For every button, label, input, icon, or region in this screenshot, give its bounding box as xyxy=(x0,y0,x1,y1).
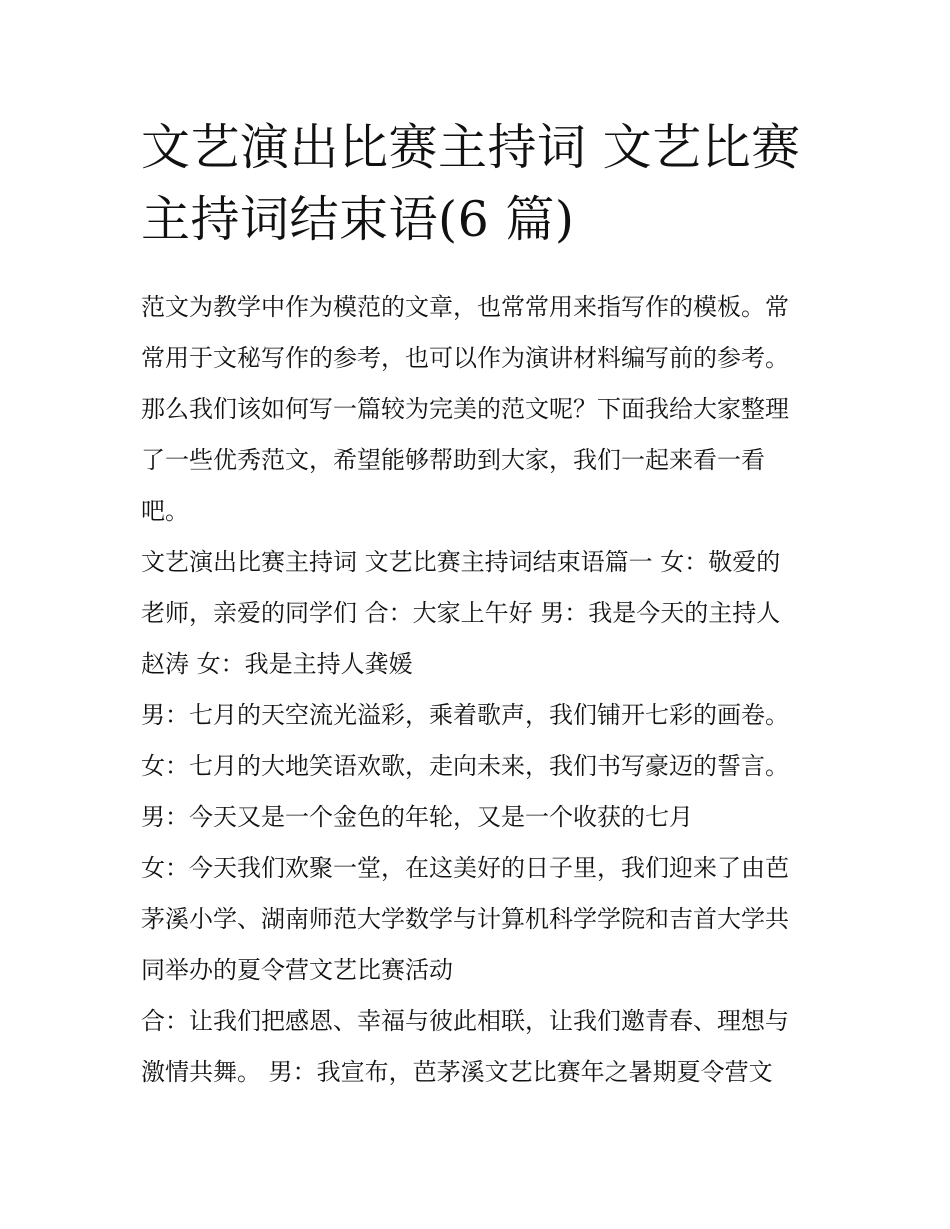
body-line: 合：让我们把感恩、幸福与彼此相联，让我们邀青春、理想与 xyxy=(141,1007,789,1035)
body-line: 男：七月的天空流光溢彩，乘着歌声，我们铺开七彩的画卷。 xyxy=(141,701,789,729)
body-line: 了一些优秀范文，希望能够帮助到大家，我们一起来看一看 xyxy=(141,446,765,474)
document-content xyxy=(141,112,831,1098)
body-line: 同举办的夏令营文艺比赛活动 xyxy=(141,956,453,984)
body-line: 女：今天我们欢聚一堂，在这美好的日子里，我们迎来了由芭 xyxy=(141,854,789,882)
title-line: 主持词结束语(6 篇) xyxy=(141,191,575,248)
body-line: 老师，亲爱的同学们 合：大家上午好 男：我是今天的主持人 xyxy=(141,599,781,627)
body-line: 范文为教学中作为模范的文章，也常常用来指写作的模板。常 xyxy=(141,293,789,321)
document-title xyxy=(141,112,831,282)
body-line: 文艺演出比赛主持词 文艺比赛主持词结束语篇一 女：敬爱的 xyxy=(141,548,781,576)
body-line: 那么我们该如何写一篇较为完美的范文呢？下面我给大家整理 xyxy=(141,395,789,423)
body-line: 常用于文秘写作的参考，也可以作为演讲材料编写前的参考。 xyxy=(141,344,789,372)
title-line: 文艺演出比赛主持词 文艺比赛 xyxy=(141,119,801,176)
body-line: 激情共舞。 男：我宣布，芭茅溪文艺比赛年之暑期夏令营文 xyxy=(141,1058,773,1086)
document-body xyxy=(141,282,831,1098)
body-line: 赵涛 女：我是主持人龚媛 xyxy=(141,650,413,678)
body-line: 茅溪小学、湖南师范大学数学与计算机科学学院和吉首大学共 xyxy=(141,905,789,933)
body-line: 男：今天又是一个金色的年轮，又是一个收获的七月 xyxy=(141,803,693,831)
body-line: 吧。 xyxy=(141,497,189,525)
body-line: 女：七月的大地笑语欢歌，走向未来，我们书写豪迈的誓言。 xyxy=(141,752,789,780)
